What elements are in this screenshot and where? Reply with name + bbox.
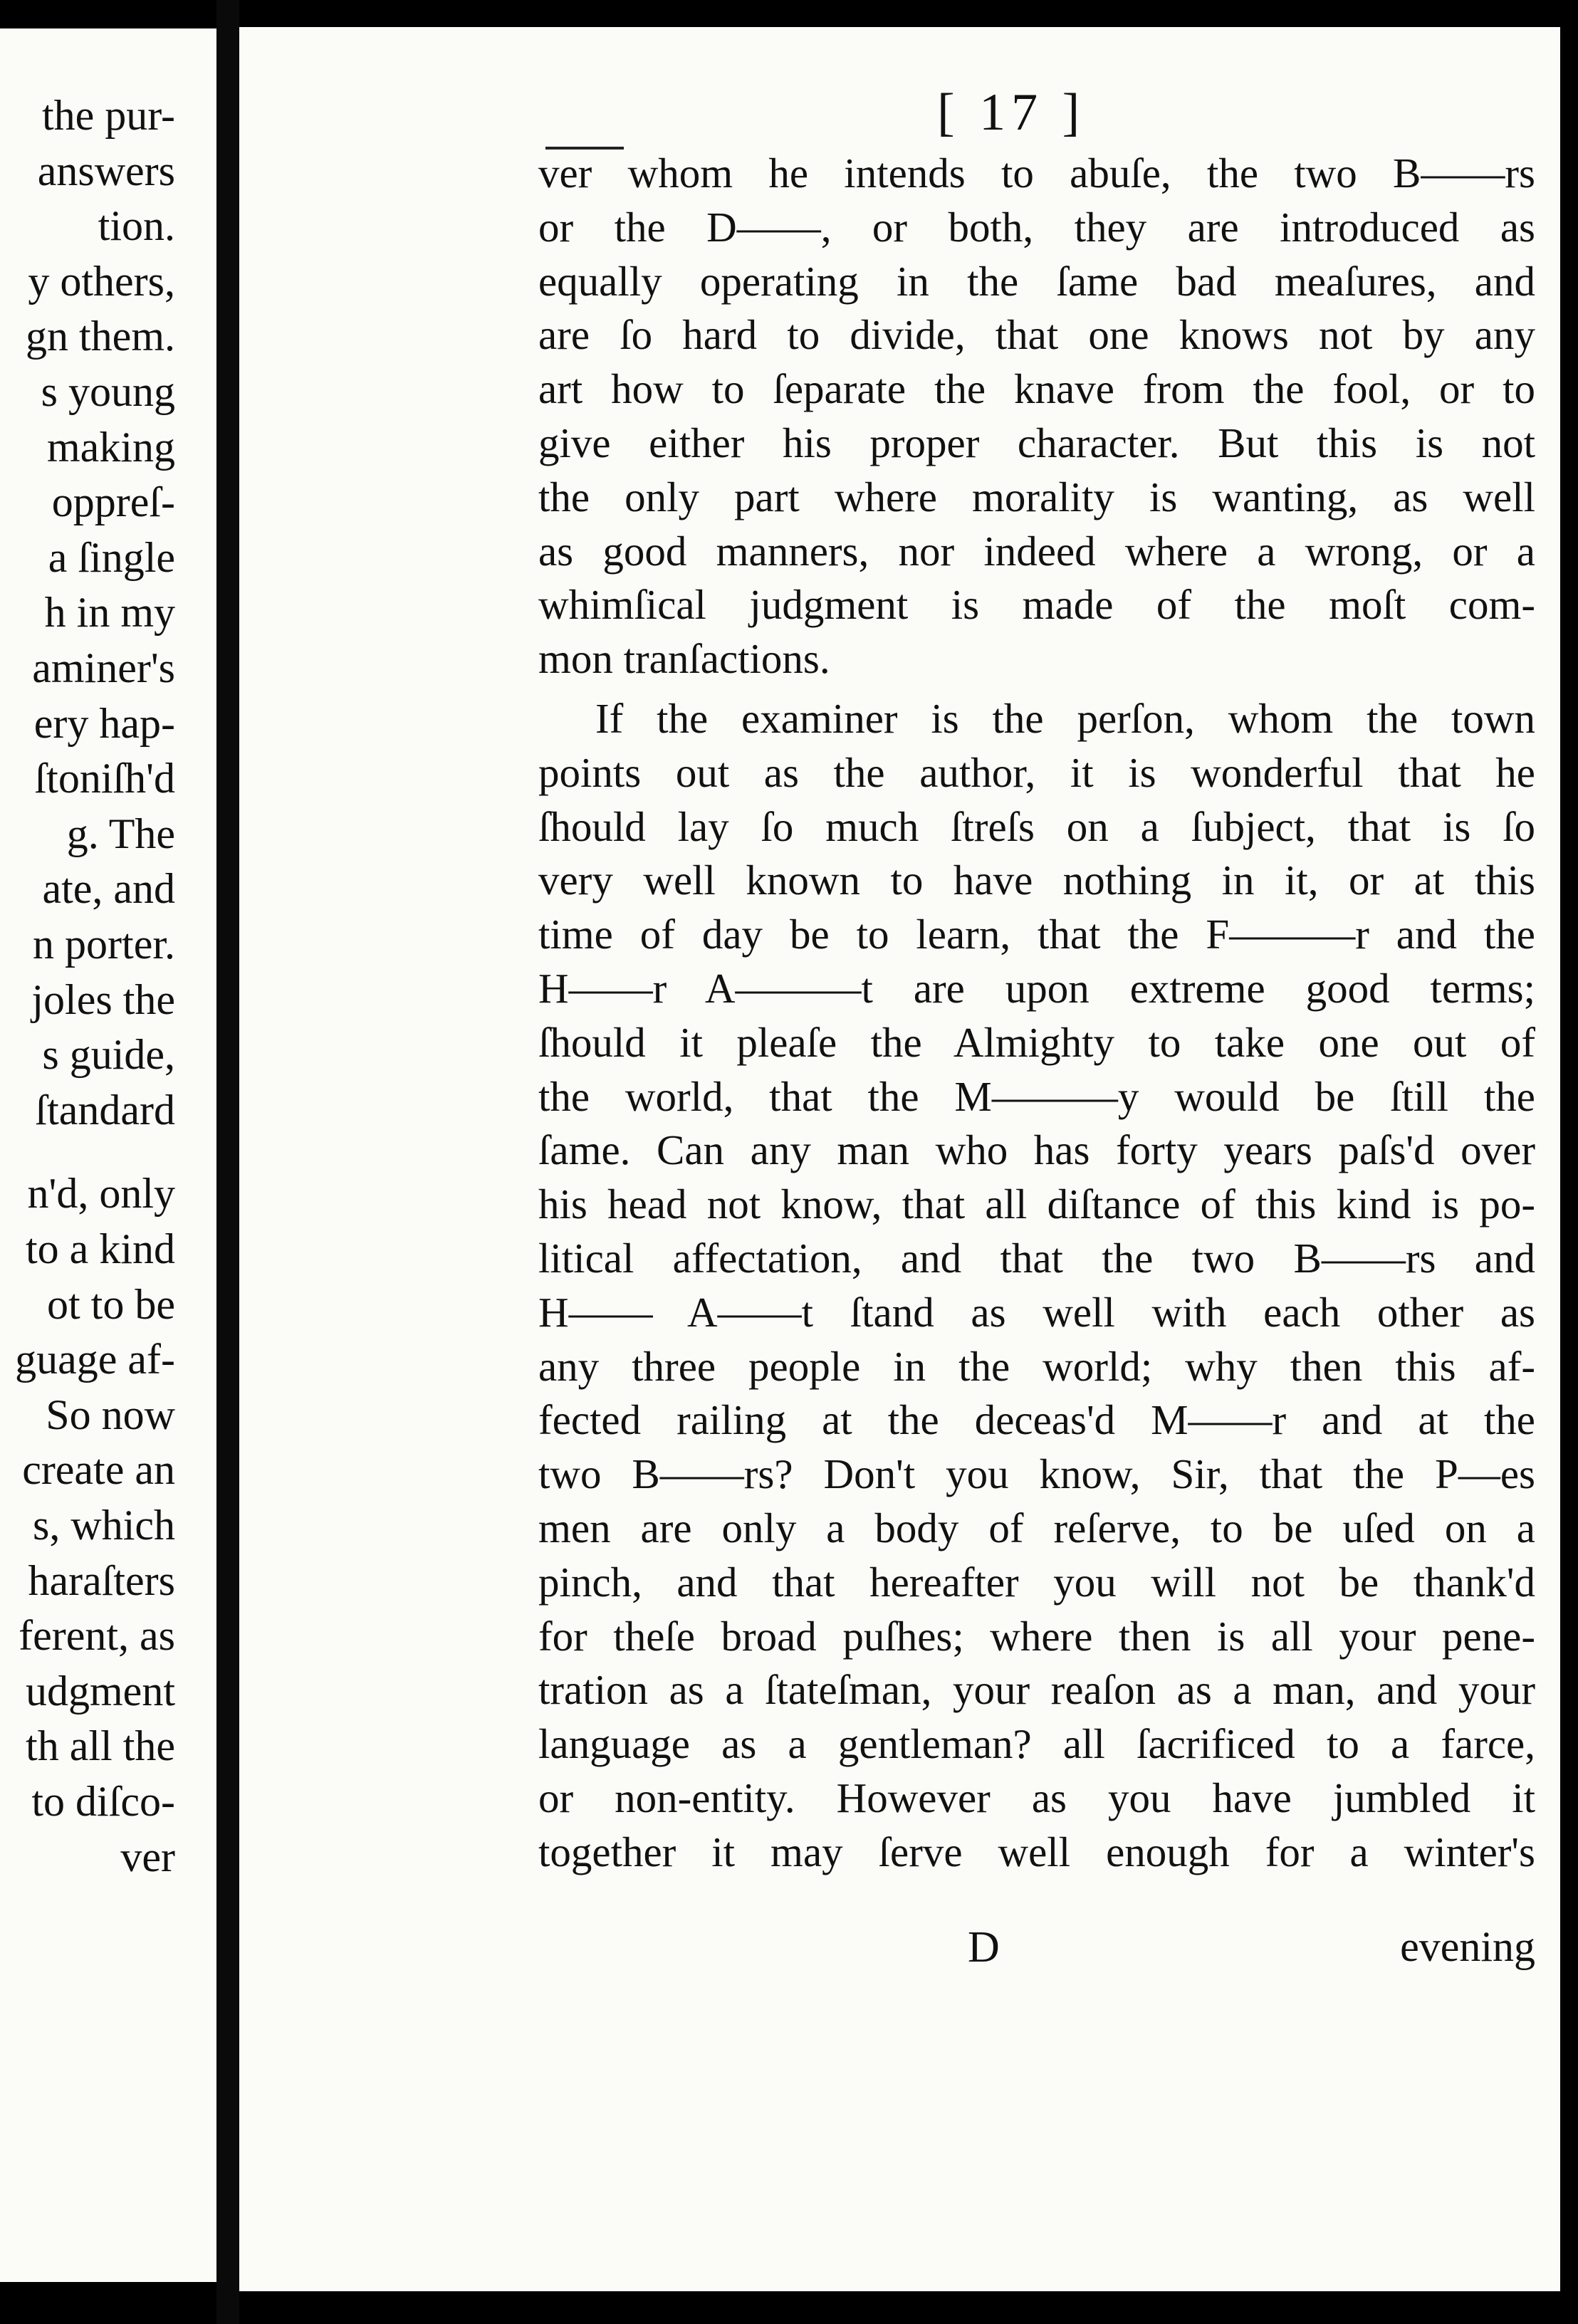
- body-line: pinch, and that hereafter you will not be thank'd: [538, 1558, 1535, 1606]
- left-page-line: n porter.: [33, 921, 175, 968]
- right-page-edge: [1560, 0, 1578, 2324]
- body-line: together it may ſerve well enough for a winter's: [538, 1828, 1535, 1875]
- left-page-line: ſtandard: [35, 1086, 175, 1134]
- body-line: any three people in the world; why then this af-: [538, 1342, 1535, 1390]
- left-page-line: n'd, only: [27, 1170, 175, 1218]
- left-page-line: answers: [37, 147, 175, 194]
- left-page-line: ery hap-: [33, 699, 175, 747]
- main-page: [239, 27, 1560, 2291]
- body-line: for theſe broad puſhes; where then is all your pene-: [538, 1612, 1535, 1660]
- body-line: time of day be to learn, that the F———r and the: [538, 911, 1535, 958]
- body-line: tration as a ſtateſman, your reaſon as a man, and your: [538, 1666, 1535, 1714]
- body-line: men are only a body of reſerve, to be uſed on a: [538, 1504, 1535, 1551]
- body-line: or the D——, or both, they are introduced as: [538, 203, 1535, 251]
- left-page-line: aminer's: [32, 644, 175, 691]
- body-line: or non-entity. However as you have jumbled it: [538, 1774, 1535, 1821]
- signature-mark: D: [968, 1923, 1000, 1972]
- left-page-line: ate, and: [42, 865, 175, 913]
- body-line: give either his proper character. But this is not: [538, 419, 1535, 466]
- left-page-line: to diſco-: [31, 1778, 175, 1825]
- left-page-line: udgment: [26, 1667, 175, 1715]
- left-page-line: oppreſ-: [51, 478, 175, 526]
- left-page-fragment: [0, 28, 216, 2282]
- body-line: If the examiner is the perſon, whom the town: [595, 695, 1535, 742]
- left-page-line: the pur-: [41, 92, 175, 139]
- left-page-line: h in my: [44, 589, 175, 637]
- body-line: litical affectation, and that the two B——rs and: [538, 1235, 1535, 1282]
- body-line: as good manners, nor indeed where a wrong, or a: [538, 527, 1535, 575]
- body-line: H—— A——t ſtand as well with each other as: [538, 1288, 1535, 1336]
- left-page-line: s, which: [33, 1502, 175, 1549]
- left-page-line: y others,: [28, 257, 175, 305]
- body-line: are ſo hard to divide, that one knows not by any: [538, 311, 1535, 359]
- body-line: H——r A———t are upon extreme good terms;: [538, 965, 1535, 1012]
- body-line: very well known to have nothing in it, or at this: [538, 857, 1535, 904]
- body-line: the world, that the M———y would be ſtill the: [538, 1072, 1535, 1120]
- left-page-line: joles the: [31, 975, 175, 1023]
- left-page-line: making: [47, 423, 175, 471]
- left-page-line: create an: [22, 1446, 175, 1494]
- left-page-line: haraſters: [28, 1556, 175, 1604]
- body-line: ver whom he intends to abuſe, the two B——rs: [538, 150, 1535, 197]
- left-page-line: tion.: [98, 202, 175, 250]
- left-page-line: th all the: [26, 1722, 175, 1770]
- body-line: equally operating in the ſame bad meaſures, and: [538, 257, 1535, 305]
- body-line: ſhould lay ſo much ſtreſs on a ſubject, that is ſo: [538, 802, 1535, 850]
- left-page-line: ſtoniſh'd: [34, 755, 175, 802]
- left-page-line: s young: [41, 368, 175, 415]
- body-line: ſame. Can any man who has forty years paſs'd over: [538, 1126, 1535, 1174]
- body-line: two B——rs? Don't you know, Sir, that the P—es: [538, 1450, 1535, 1498]
- body-line: language as a gentleman? all ſacrificed to a farce,: [538, 1720, 1535, 1768]
- body-line: fected railing at the deceas'd M——r and at the: [538, 1396, 1535, 1444]
- body-line: the only part where morality is wanting, as well: [538, 473, 1535, 520]
- catchword: evening: [1400, 1923, 1535, 1970]
- book-spine-shadow: [216, 0, 239, 2324]
- left-page-line: s guide,: [42, 1031, 175, 1079]
- left-page-line: g. The: [66, 810, 175, 857]
- body-line: art how to ſeparate the knave from the fool, or to: [538, 365, 1535, 413]
- body-line: mon tranſactions.: [538, 635, 830, 683]
- left-page-line: to a kind: [26, 1225, 175, 1272]
- left-page-line: So now: [46, 1391, 175, 1438]
- left-page-line: guage af-: [15, 1336, 175, 1383]
- body-line: points out as the author, it is wonderful that he: [538, 748, 1535, 796]
- page-number: [ 17 ]: [937, 83, 1086, 142]
- left-page-line: ver: [120, 1833, 175, 1880]
- left-page-line: ot to be: [47, 1280, 175, 1328]
- left-page-line: a ſingle: [48, 533, 175, 581]
- left-page-line: gn them.: [26, 313, 175, 360]
- body-line: whimſical judgment is made of the moſt com-: [538, 581, 1535, 629]
- body-line: his head not know, that all diſtance of this kind is po-: [538, 1181, 1535, 1228]
- left-page-line: ferent, as: [19, 1612, 175, 1660]
- body-line: ſhould it pleaſe the Almighty to take one out of: [538, 1018, 1535, 1066]
